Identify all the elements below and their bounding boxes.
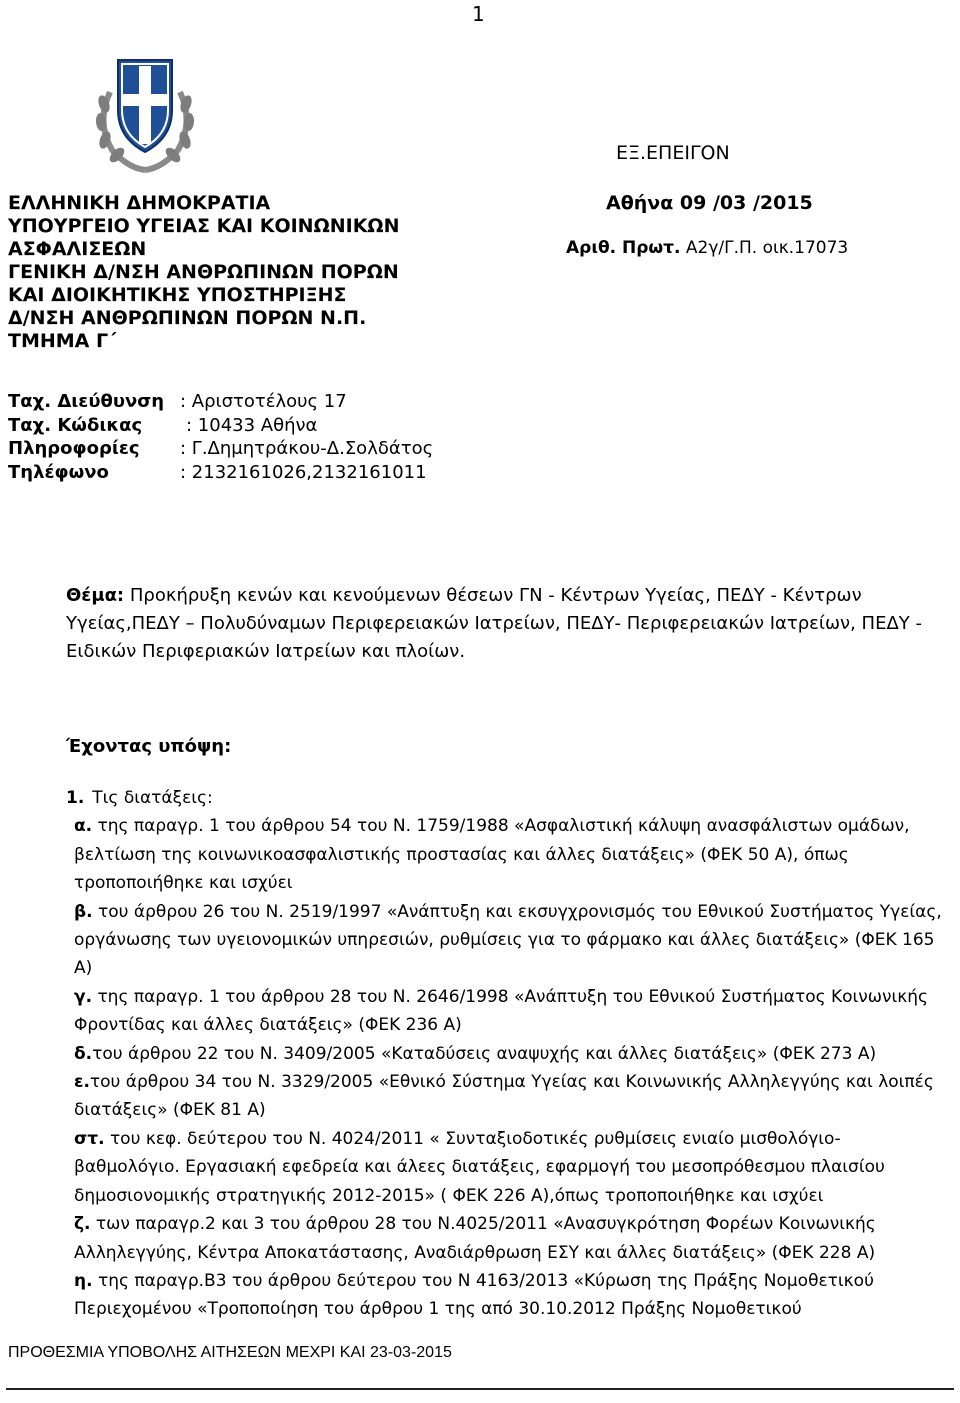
clause-alpha — [74, 812, 946, 897]
clause-gamma — [74, 983, 946, 1040]
clause-mark: η. — [74, 1270, 93, 1291]
contact-value: : Γ.Δημητράκου-Δ.Σολδάτος — [180, 438, 434, 459]
contact-label: Πληροφορίες — [8, 438, 140, 459]
provision-title: Τις διατάξεις: — [92, 788, 213, 808]
contact-value: : Αριστοτέλους 17 — [180, 391, 347, 412]
issuer-line: ΕΛΛΗΝΙΚΗ ΔΗΜΟΚΡΑΤΙΑ — [8, 192, 271, 214]
considering-heading: Έχοντας υπόψη: — [66, 736, 232, 757]
clause-text: της παραγρ.Β3 του άρθρου δεύτερου του Ν 4163/2013 «Κύρωση της Πράξης Νομοθετικού Περιεχομένου «Τροποποίηση του άρθρου 1 της από 30.10.2012 Πράξης Νομοθετικού — [74, 1270, 874, 1320]
footer-divider — [6, 1388, 954, 1390]
contact-label: Ταχ. Κώδικας — [8, 414, 143, 436]
document-date: Αθήνα 09 /03 /2015 — [606, 192, 813, 214]
clause-mark: στ. — [74, 1128, 105, 1149]
protocol-number — [566, 238, 848, 258]
clause-text: των παραγρ.2 και 3 του άρθρου 28 του Ν.4025/2011 «Ανασυγκρότηση Φορέων Κοινωνικής Αλληλεγγύης, Κέντρα Αποκατάστασης, Αναδιάρθρωση ΕΣΥ και άλλες διατάξεις» (ΦΕΚ 228 Α) — [74, 1214, 876, 1263]
page-number: 1 — [472, 2, 485, 26]
urgency-label: ΕΞ.ΕΠΕΙΓΟΝ — [616, 142, 730, 164]
subject-paragraph — [66, 582, 946, 666]
clause-mark: γ. — [74, 986, 93, 1007]
clause-eta — [74, 1267, 946, 1324]
clause-text: του άρθρου 26 του Ν. 2519/1997 «Ανάπτυξη και εκσυγχρονισμός του Εθνικού Συστήματος Υγείας, οργάνωσης των υγειονομικών υπηρεσιών, ρυθμίσεις για το φάρμακο και άλλες διατάξεις» (ΦΕΚ 165 Α) — [74, 901, 942, 979]
clause-epsilon — [74, 1068, 946, 1125]
clause-mark: ε. — [74, 1072, 90, 1093]
subject-label: Θέμα: — [66, 585, 125, 606]
issuer-line: ΓΕΝΙΚΗ Δ/ΝΣΗ ΑΝΘΡΩΠΙΝΩΝ ΠΟΡΩΝ — [8, 261, 399, 283]
issuer-line: ΚΑΙ ΔΙΟΙΚΗΤΙΚΗΣ ΥΠΟΣΤΗΡΙΞΗΣ — [8, 284, 347, 306]
clause-beta — [74, 898, 946, 983]
clause-zeta — [74, 1210, 946, 1267]
contact-value: : 2132161026,2132161011 — [180, 461, 427, 483]
issuer-line: ΤΜΗΜΑ Γ΄ — [8, 330, 117, 352]
contact-label: Τηλέφωνο — [8, 461, 109, 483]
clause-mark: β. — [74, 901, 93, 922]
clause-mark: δ. — [74, 1043, 93, 1064]
clause-delta — [74, 1040, 946, 1068]
provision-number: 1. — [66, 788, 85, 808]
clause-text: της παραγρ. 1 του άρθρου 28 του Ν. 2646/1998 «Ανάπτυξη του Εθνικού Συστήματος Κοινωνικής Φροντίδας και άλλες διατάξεις» (ΦΕΚ 236 Α) — [74, 986, 929, 1036]
clause-text: του άρθρου 34 του Ν. 3329/2005 «Εθνικό Σύστημα Υγείας και Κοινωνικής Αλληλεγγύης και λοιπές διατάξεις» (ΦΕΚ 81 Α) — [74, 1072, 934, 1121]
contact-label: Ταχ. Διεύθυνση — [8, 391, 165, 412]
clause-text: της παραγρ. 1 του άρθρου 54 του Ν. 1759/1988 «Ασφαλιστική κάλυψη ανασφάλιστων ομάδων, βελτίωση της κοινωνικοασφαλιστικής προστασίας και άλλες διατάξεις» (ΦΕΚ 50 Α), όπως τροποποιήθηκε και ισχύει — [74, 816, 910, 894]
greek-state-emblem-icon — [90, 52, 200, 174]
application-deadline-footer: ΠΡΟΘΕΣΜΙΑ ΥΠΟΒΟΛΗΣ ΑΙΤΗΣΕΩΝ ΜΕΧΡΙ ΚΑΙ 23-03-2015 — [8, 1344, 452, 1361]
protocol-value: Α2γ/Γ.Π. οικ.17073 — [685, 238, 849, 258]
clause-mark: ζ. — [74, 1214, 91, 1235]
clause-stigma — [74, 1125, 946, 1210]
clause-text: του άρθρου 22 του Ν. 3409/2005 «Καταδύσεις αναψυχής και άλλες διατάξεις» (ΦΕΚ 273 Α) — [92, 1043, 877, 1064]
provision-heading — [66, 784, 946, 812]
issuer-line: ΑΣΦΑΛΙΣΕΩΝ — [8, 238, 147, 260]
contact-value: : 10433 Αθήνα — [186, 414, 318, 436]
issuing-authority — [8, 192, 400, 353]
issuer-line: ΥΠΟΥΡΓΕΙΟ ΥΓΕΙΑΣ ΚΑΙ ΚΟΙΝΩΝΙΚΩΝ — [8, 215, 400, 237]
protocol-label: Αριθ. Πρωτ. — [566, 238, 681, 258]
issuer-line: Δ/ΝΣΗ ΑΝΘΡΩΠΙΝΩΝ ΠΟΡΩΝ Ν.Π. — [8, 307, 367, 329]
provisions-list — [66, 784, 946, 1324]
clause-mark: α. — [74, 816, 93, 837]
subject-text: Προκήρυξη κενών και κενούμενων θέσεων ΓΝ - Κέντρων Υγείας, ΠΕΔΥ - Κέντρων Υγείας,ΠΕΔΥ – Πολυδύναμων Περιφερειακών Ιατρείων, ΠΕΔΥ- Περιφερειακών Ιατρείων, ΠΕΔΥ - Ειδικών Περιφεριακών Ιατρείων και πλοίων. — [66, 585, 922, 662]
clause-text: του κεφ. δεύτερου του Ν. 4024/2011 « Συνταξιοδοτικές ρυθμίσεις ενιαίο μισθολόγιο-βαθμολόγιο. Εργασιακή εφεδρεία και άλεες διατάξεις, εφαρμογή του μεσοπρόθεσμου πλαισίου δημοσιονομικής στρατηγικής 2012-2015» ( ΦΕΚ 226 Α),όπως τροποποιήθηκε και ισχύει — [74, 1128, 885, 1206]
